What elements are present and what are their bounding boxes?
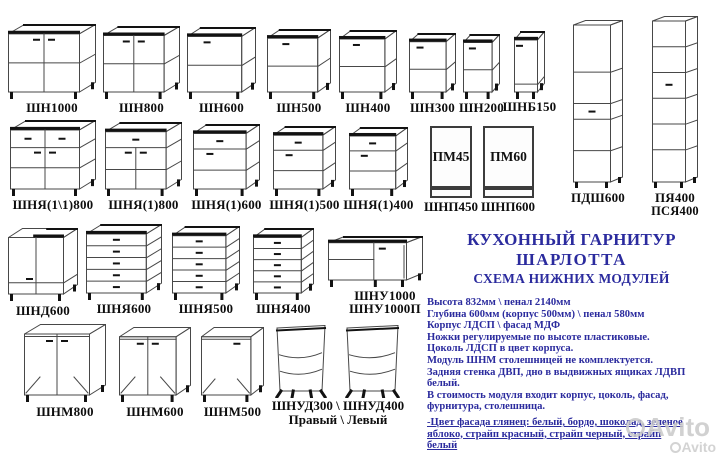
module-label: ПЯ400 [655,190,695,205]
cabinet-drawing [103,26,180,99]
module-label: ШН200 [459,100,504,115]
cabinet-drawing [345,325,400,398]
page-title-line2: ШАРЛОТТА [516,250,627,269]
module-figure-shnya600 [86,224,162,316]
module-label: ШНЯ500 [178,301,234,316]
panel-pm45-plinth [430,188,472,198]
module-figure-shn800 [103,26,180,115]
module-figure-shn500 [267,29,331,115]
module-figure-shnm500 [201,327,264,419]
panel-pm60 [483,126,534,188]
module-figure-shn600 [187,27,256,115]
module-label: ШН300 [410,100,455,115]
module-label: ШНП600 [481,199,535,214]
avito-circle-icon [626,418,645,437]
module-figure-pya400 [651,16,699,218]
module-figure-shn400 [339,30,397,115]
page-title-line1: КУХОННЫЙ ГАРНИТУР [467,230,676,249]
module-label: ШНБ150 [502,99,557,114]
page-title-line3: СХЕМА НИЖНИХ МОДУЛЕЙ [473,271,670,286]
spec-line: белый. [427,378,460,390]
module-label: ШН400 [345,100,391,115]
module-label: ШН600 [199,100,244,115]
module-figure-shnud400 [345,325,400,398]
cabinet-drawing [193,124,260,196]
cabinet-drawing [172,226,240,300]
spec-line: Высота 832мм \ пенал 2140мм [427,297,571,308]
module-figure-shnya1-500 [269,126,340,212]
avito-watermark-logo: Avito [626,412,710,443]
cabinet-drawing [105,122,182,196]
cabinet-drawing [187,27,256,99]
module-label: ШНМ600 [126,404,184,419]
module-figure-shnm800 [24,324,106,419]
spec-line: Ножки регулируемые по высоте пластиковые. [427,331,650,343]
module-figure-shnd600 [8,228,78,318]
module-label: ШНЯ400 [256,301,311,316]
module-figure-shnya1-600 [191,124,262,212]
module-label: ШНЯ(1)600 [191,197,262,212]
module-label: Правый \ Левый [288,412,388,427]
facade-colors-line: белый [427,440,458,452]
module-label: ПДШ600 [570,190,626,205]
module-label: ШН1000 [26,100,78,115]
cabinet-drawing [349,127,408,196]
module-figure-pdsh600 [570,20,626,205]
cabinet-drawing [86,224,162,300]
module-label: ШНП450 [424,199,478,214]
facade-colors-line: яблоко, страйп красный, страйп черный, страйп [427,428,662,440]
panel-label: ПМ60 [490,149,527,164]
module-label: ШНЯ(1)800 [108,197,179,212]
module-figure-shnm600 [119,327,191,419]
cabinet-drawing [8,24,96,99]
module-figure-shn300 [409,33,456,115]
module-label: ШНД600 [15,303,71,318]
cabinet-drawing [8,228,78,301]
module-figure-shnud300 [275,325,327,398]
module-label: ШНЯ600 [96,301,152,316]
module-label: ШН800 [119,100,164,115]
module-label: ШНЯ(1)500 [269,197,340,212]
module-label-group-shnud [258,399,418,427]
module-label: ШНУ1000П [349,301,421,316]
module-figure-shn200 [459,34,504,115]
cabinet-drawing [328,236,423,287]
cabinet-drawing [24,324,106,402]
module-figure-shnya1-800 [105,122,182,212]
cabinet-drawing [573,20,623,188]
module-label: ШНУ1000 [354,288,416,303]
spec-line: Корпус ЛДСП \ фасад МДФ [427,320,561,332]
spec-line: фурнитура, столешница. [427,401,546,413]
panel-label: ПМ45 [432,149,470,164]
spec-line: Задняя стенка ДВП, дно в выдвижных ящиках ЛДВП [427,366,686,378]
cabinet-drawing [267,29,331,99]
module-label: ШНЯ(1)400 [343,197,414,212]
spec-line: Глубина 600мм (корпус 500мм) \ пенал 580мм [427,308,645,320]
cabinet-drawing [273,126,336,196]
spec-line: Цоколь ЛДСП в цвет корпуса. [427,343,574,355]
panel-pm60-plinth [483,188,534,198]
cabinet-drawing [10,120,96,196]
avito-watermark-logo-small: Avito [670,439,716,455]
panel-pm45 [430,126,472,188]
module-figure-shnya400 [253,228,314,316]
module-label: ШНЯ(1\1)800 [12,197,94,212]
module-figure-shnb150 [502,31,557,114]
module-label: ПСЯ400 [651,204,699,218]
cabinet-drawing [275,325,327,398]
cabinet-drawing [652,16,698,188]
module-figure-shnya1-400 [343,127,414,212]
cabinet-drawing [201,327,264,402]
spec-line: В стоимость модуля входит корпус, цоколь, фасад, [427,389,669,401]
module-label: ШН500 [276,100,322,115]
cabinet-drawing [514,31,545,99]
module-figure-shnya11-800 [10,120,96,212]
cabinet-drawing [339,30,397,99]
module-label: ШНМ800 [36,404,94,419]
cabinet-drawing [463,34,500,99]
module-label: ШНМ500 [203,404,262,419]
avito-watermark [568,407,718,457]
cabinet-drawing [253,228,314,300]
module-figure-shnu1000 [328,236,423,316]
facade-colors-line: -Цвет фасада глянец: белый, бордо, шоколад, зеленое [427,416,683,428]
title-block [423,229,720,287]
spec-line: Модуль ШНМ столешницей не комплектуется. [427,354,653,366]
module-figure-shnya500 [172,226,240,316]
module-label: ШНУД300 \ ШНУД400 [271,398,405,413]
module-figure-shn1000 [8,24,96,115]
cabinet-drawing [409,33,456,99]
avito-circle-icon [670,442,681,453]
cabinet-drawing [119,327,191,402]
